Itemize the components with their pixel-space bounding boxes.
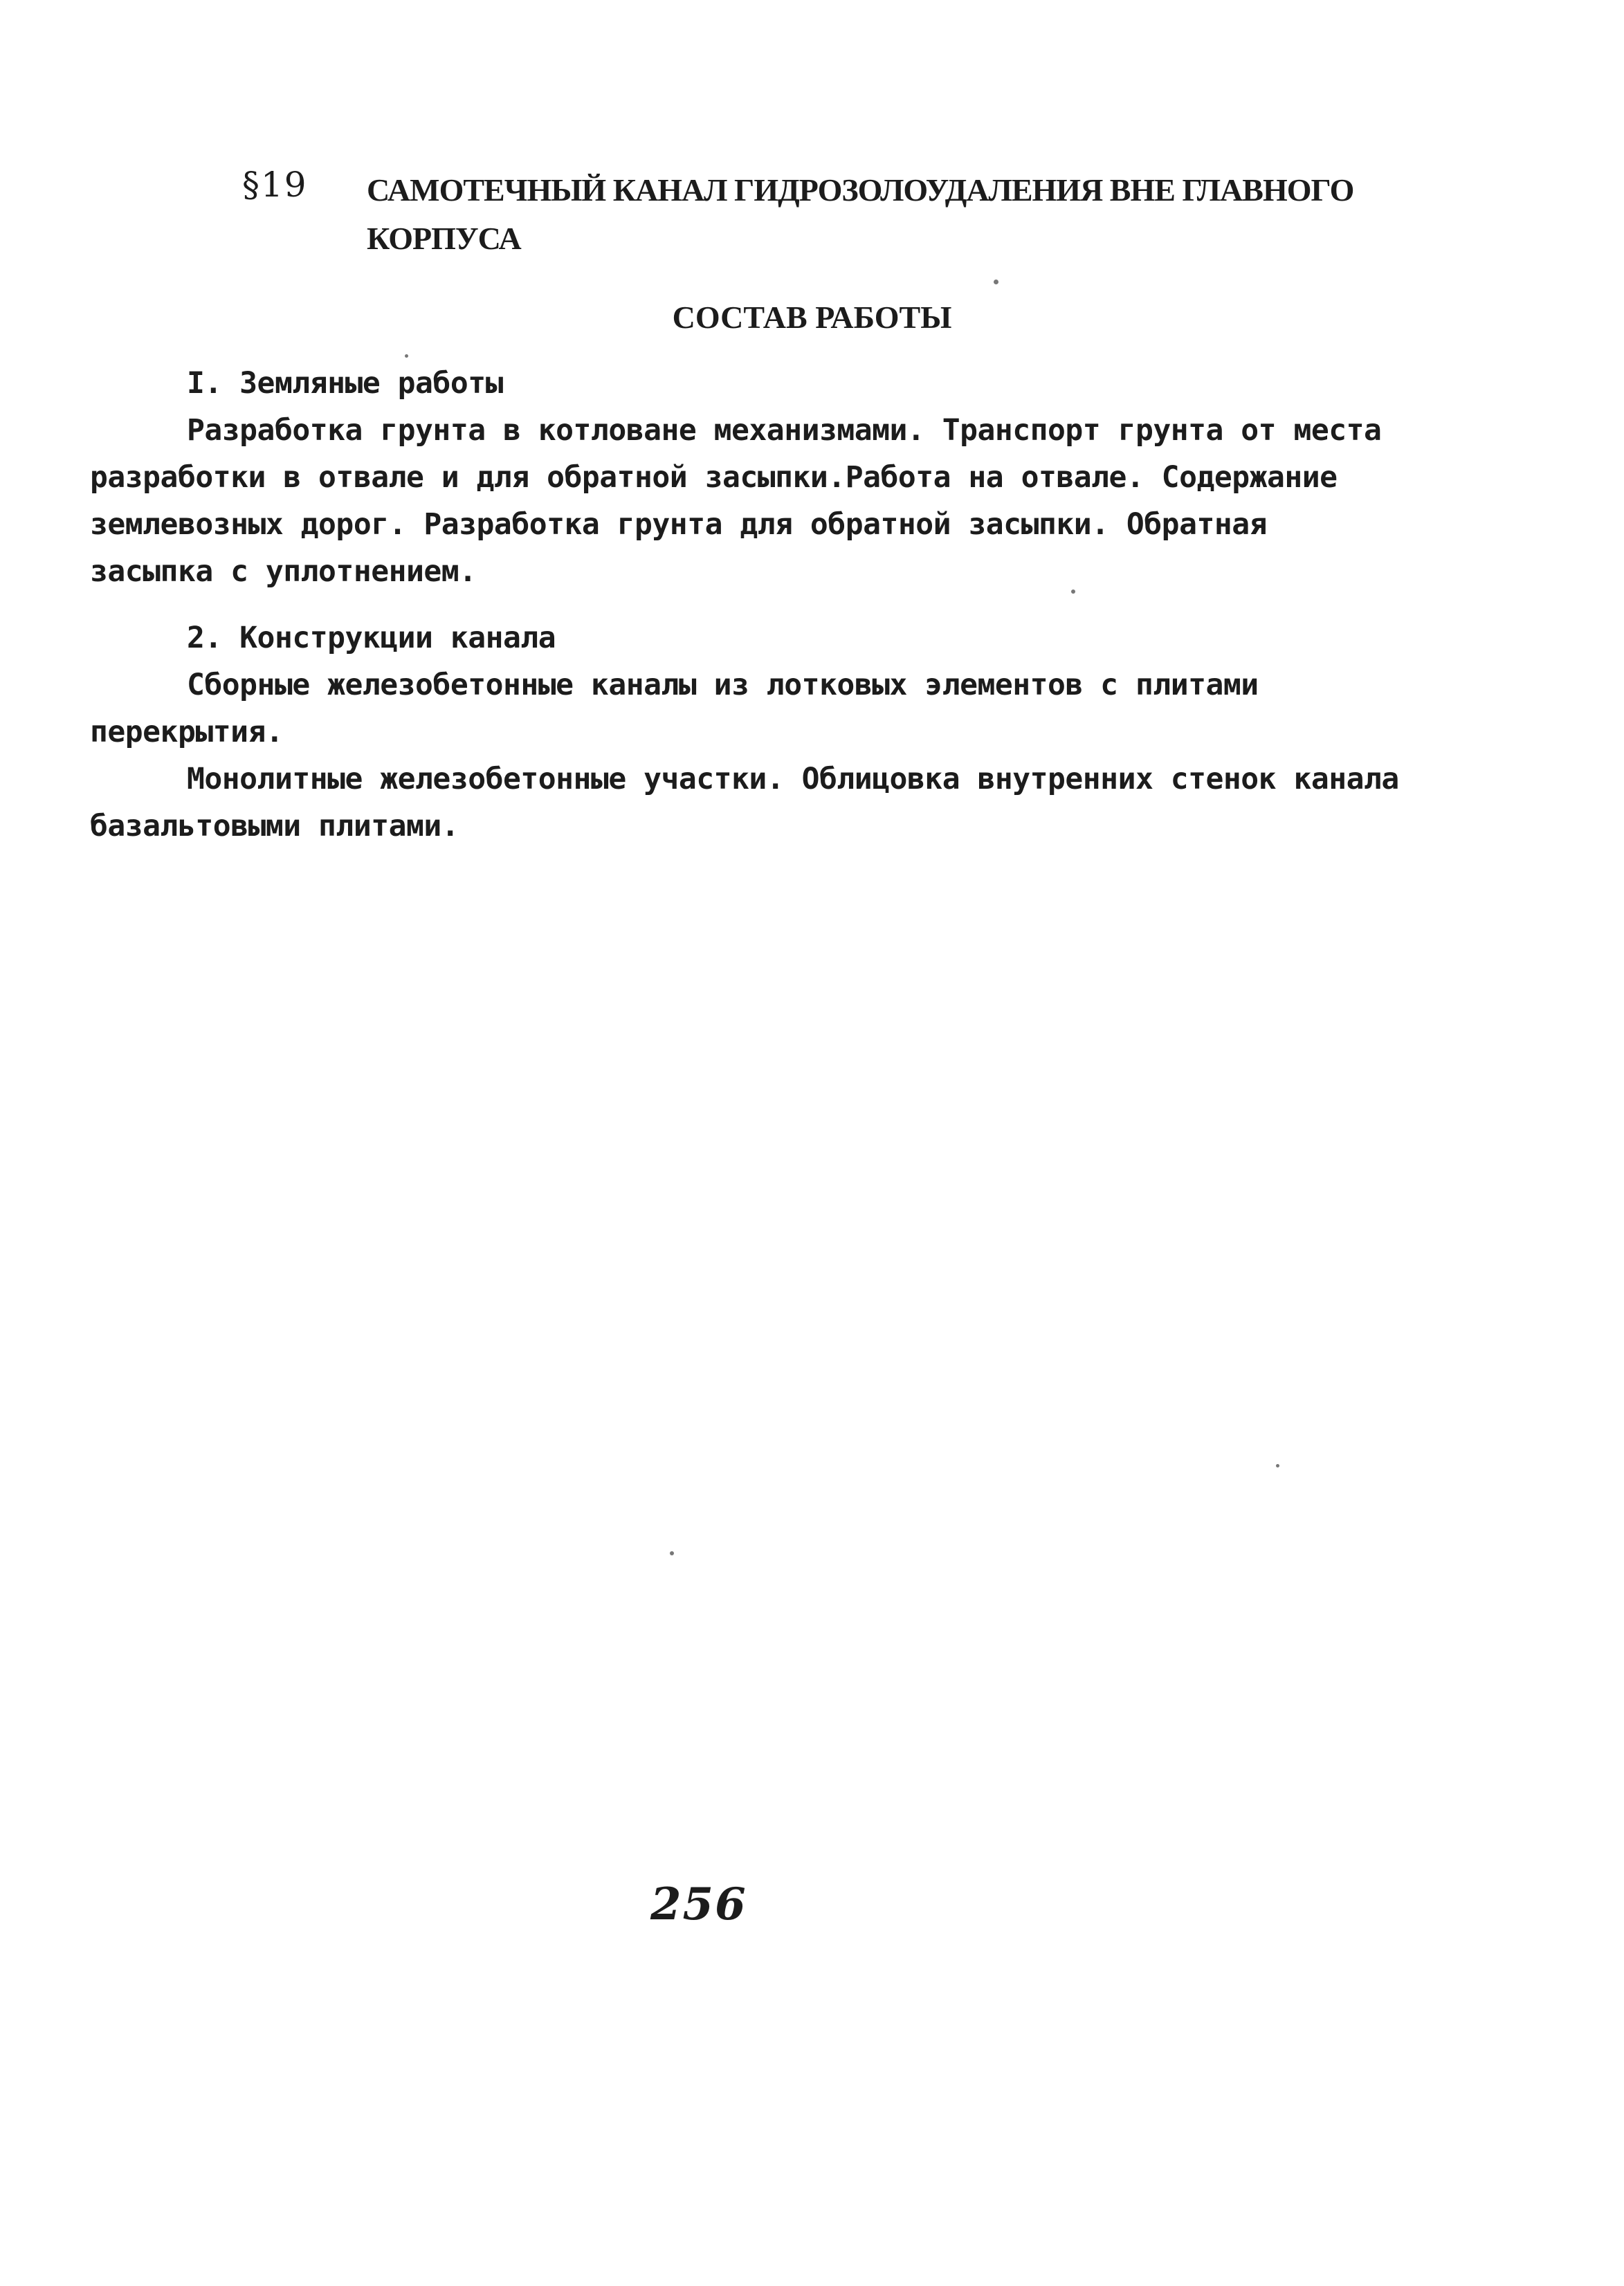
page-number: 256 — [650, 1878, 747, 1930]
section-title-line-1: САМОТЕЧНЫЙ КАНАЛ ГИДРОЗОЛОУДАЛЕНИЯ ВНЕ ГЛАВНОГО — [367, 172, 1354, 208]
scan-speck — [405, 354, 408, 358]
item-heading-earthworks: I. Земляные работы — [187, 366, 503, 401]
paragraph-earthworks: Разработка грунта в котловане механизмами. Транспорт грунта от места разработки в отвале и для обратной засыпки.Работа на отвале. Содержание землевозных дорог. Разработка грунта для обратной засыпки. Обратная засыпка с уплотнением. — [90, 413, 1382, 589]
scan-speck — [994, 280, 998, 284]
composition-heading — [0, 299, 1624, 336]
composition-heading-text: СОСТАВ РАБОТЫ — [672, 300, 952, 335]
paragraph-monolithic-sections: Монолитные железобетонные участки. Облицовка внутренних стенок канала базальтовыми плитами. — [90, 762, 1399, 843]
scan-speck — [1071, 589, 1075, 594]
scan-speck — [670, 1551, 674, 1555]
section-number: §19 — [242, 165, 308, 205]
paragraph-precast-channels: Сборные железобетонные каналы из лотковых элементов с плитами перекрытия. — [90, 668, 1259, 749]
section-title — [367, 166, 1405, 263]
document-body — [90, 360, 1405, 850]
item-heading-channel-structures: 2. Конструкции канала — [187, 621, 556, 655]
scan-speck — [1276, 1464, 1279, 1467]
section-title-line-2: КОРПУСА — [367, 221, 521, 256]
